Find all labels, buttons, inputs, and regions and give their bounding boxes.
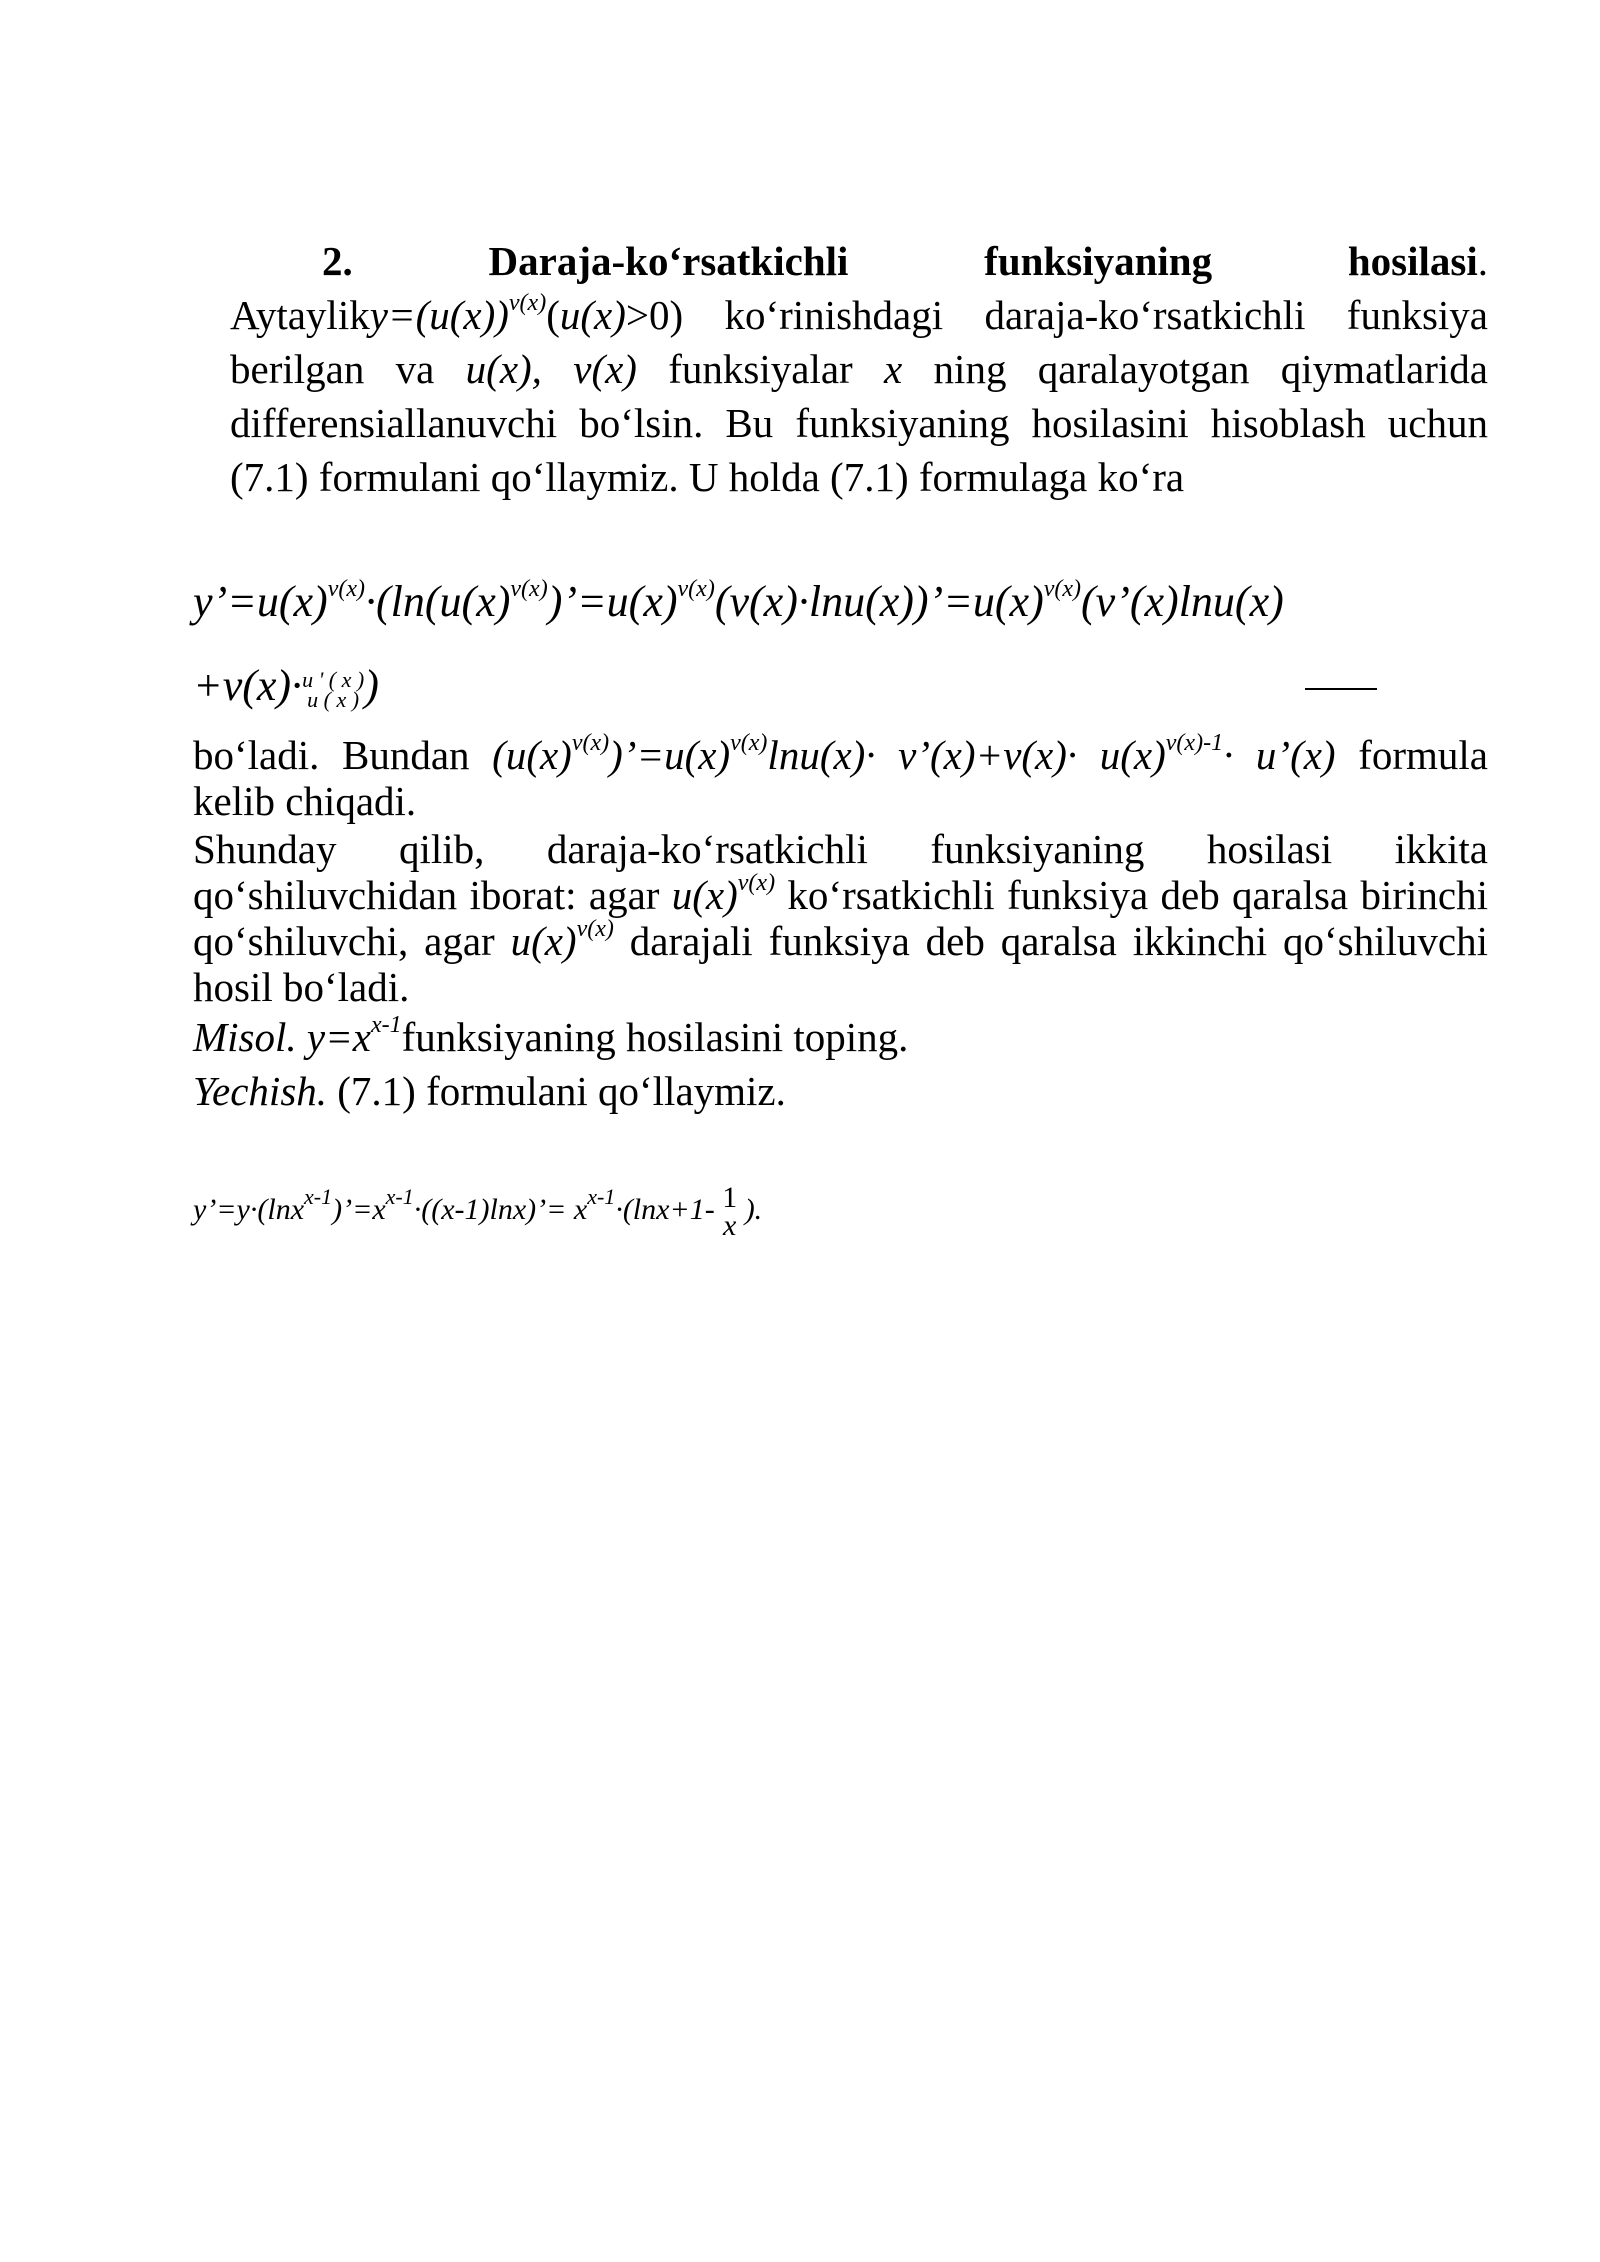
derivative-formula-line-1: [193, 576, 1284, 627]
summary-text: ko‘rsatkichli funksiya deb qaralsa birinchi qo‘shiluvchi, agar: [193, 872, 1488, 964]
heading-number: 2.: [322, 238, 353, 284]
intro-text: ning qaralayotgan qiymatlarida differensiallanuvchi bo‘lsin. Bu funksiyaning hosilasini hisoblash uchun (7.1) formulani qo‘llaymiz. U holda (7.1) formulaga ko‘ra: [230, 346, 1488, 500]
section-heading: [322, 234, 1488, 288]
formula-exp: v(x): [327, 576, 366, 603]
summary-text: Shunday qilib, daraja-ko‘rsatkichli funksiyaning hosilasi ikkita qo‘shiluvchidan iborat: agar: [193, 826, 1488, 918]
formula-part: (v’(x)lnu(x): [1081, 577, 1284, 626]
fraction-denominator: x: [723, 1209, 737, 1242]
result-formula-exp: v(x): [730, 730, 768, 757]
intro-formula: u(x): [559, 292, 626, 338]
result-formula: )’=u(x): [609, 732, 731, 778]
summary-formula-exp: v(x): [576, 916, 614, 943]
heading-title: Daraja-ko‘rsatkichli funksiyaning hosilasi: [488, 238, 1478, 284]
solution-line: [193, 1064, 1488, 1118]
intro-variable: x: [884, 346, 903, 392]
fraction-rule: [1305, 688, 1377, 690]
intro-paragraph: [230, 288, 1488, 504]
fraction-denominator: u ( x ): [307, 686, 360, 712]
fraction-one-over-x: [722, 1181, 738, 1242]
formula-part: y’=y·(lnx: [193, 1192, 305, 1226]
solution-text: (7.1) formulani qo‘llaymiz.: [327, 1068, 786, 1114]
summary-paragraph: [193, 826, 1488, 1010]
formula-exp: v(x): [677, 576, 715, 603]
intro-text: Aytaylik: [230, 292, 370, 338]
formula-part: )’=u(x): [547, 577, 678, 626]
formula-exp: v(x): [510, 576, 548, 603]
formula-part: ·((x-1)lnx)’= x: [413, 1192, 588, 1226]
solution-formula: [193, 1181, 763, 1242]
intro-formula-exp: v(x): [508, 290, 547, 317]
summary-formula: u(x): [671, 872, 738, 918]
intro-text: (: [546, 292, 560, 338]
formula-exp: x-1: [587, 1183, 616, 1209]
result-text: formula kelib chiqadi.: [193, 732, 1489, 824]
fraction-numerator: 1: [722, 1181, 738, 1214]
result-paragraph: [193, 732, 1488, 824]
formula-exp: x-1: [304, 1183, 333, 1209]
formula-part: y’=u(x): [193, 577, 328, 626]
formula-part: +v(x)·: [193, 661, 303, 710]
summary-formula-exp: v(x): [737, 870, 776, 897]
result-formula-exp: v(x): [571, 730, 610, 757]
intro-formula: y=(u(x)): [369, 292, 509, 338]
formula-exp: v(x): [1043, 576, 1082, 603]
heading-dot: .: [1477, 238, 1489, 284]
result-formula: (u(x): [492, 732, 572, 778]
example-label: Misol.: [193, 1014, 297, 1060]
result-formula: lnu(x)· v’(x)+v(x)· u(x): [767, 732, 1166, 778]
fraction-u-prime-over-u: [302, 666, 365, 712]
formula-part: ): [364, 661, 379, 710]
summary-text: darajali funksiya deb qaralsa ikkinchi qo‘shiluvchi hosil bo‘ladi.: [193, 918, 1489, 1010]
formula-part: ·(lnx+1-: [615, 1192, 723, 1226]
intro-text: funksiyalar: [636, 346, 885, 392]
result-formula: · u’(x): [1223, 732, 1336, 778]
example-line: [193, 1010, 1488, 1064]
formula-part: ·(ln(u(x): [365, 577, 511, 626]
fraction-numerator: u ' ( x ): [302, 666, 365, 692]
example-text: funksiyaning hosilasini toping.: [401, 1014, 909, 1060]
intro-formula: u(x), v(x): [465, 346, 637, 392]
result-text: bo‘ladi. Bundan: [193, 732, 493, 778]
formula-part: ).: [737, 1192, 763, 1226]
example-formula-exp: x-1: [370, 1012, 402, 1039]
solution-label: Yechish.: [193, 1068, 328, 1114]
formula-part: )’=x: [332, 1192, 386, 1226]
example-formula: y=x: [296, 1014, 371, 1060]
formula-exp: x-1: [385, 1183, 414, 1209]
intro-text: >0) ko‘rinishdagi daraja-ko‘rsatkichli funksiya berilgan va: [230, 292, 1488, 392]
derivative-formula-line-2: [193, 660, 379, 711]
summary-formula: u(x): [510, 918, 577, 964]
result-formula-exp: v(x)-1: [1165, 730, 1224, 757]
formula-part: (v(x)·lnu(x))’=u(x): [714, 577, 1044, 626]
